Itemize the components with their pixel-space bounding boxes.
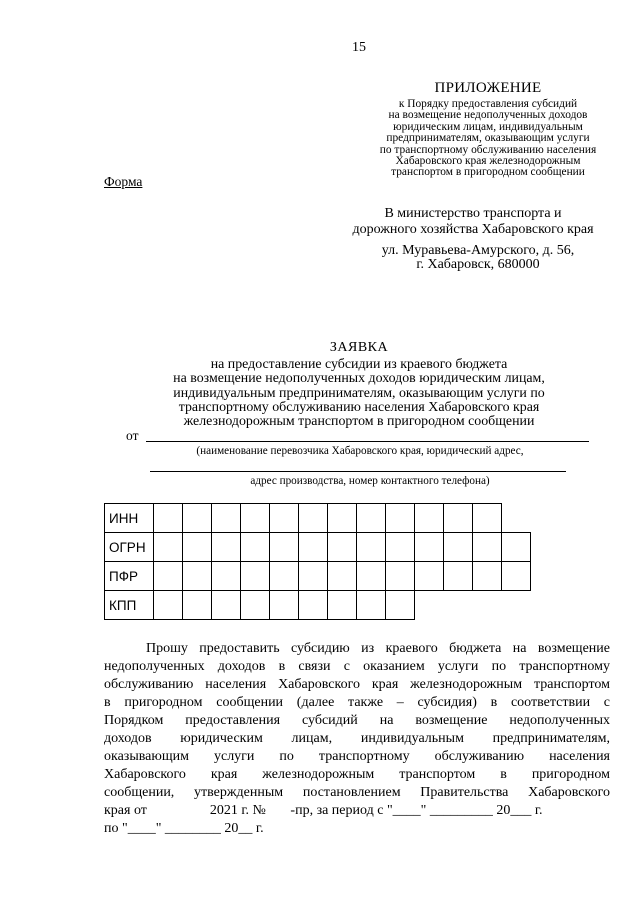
subtitle-line: на возмещение недополученных доходов юридическим лицам, [173,371,545,387]
inn-cells[interactable] [154,504,502,533]
code-cell[interactable] [299,591,328,620]
carrier-address-field[interactable] [150,471,566,472]
code-cell[interactable] [212,562,241,591]
address-line: г. Хабаровск, 680000 [416,257,540,272]
application-title: ЗАЯВКА [329,340,389,355]
code-cell[interactable] [415,504,444,533]
subtitle-line: транспортному обслуживанию населения Хабаровского края [178,399,540,415]
kpp-row [104,590,415,620]
subtitle-line: железнодорожным транспортом в пригородном сообщении [183,414,535,430]
code-cell[interactable] [386,533,415,562]
body-line: оказывающим услуги по транспортному обслуживанию населения [104,749,610,764]
body-line-date: края от 2021 г. № -пр, за период с "____" _________ 20___ г. [104,803,543,818]
ogrn-cells[interactable] [154,533,531,562]
code-cell[interactable] [154,504,183,533]
address-block [340,244,616,272]
code-cell[interactable] [328,562,357,591]
body-line: недополученных доходов в связи с оказанием услуги по транспортному [104,659,610,674]
subtitle-line: на предоставление субсидии из краевого бюджета [210,357,508,372]
appendix-line: транспортом в пригородном сообщении [391,166,585,179]
code-cell[interactable] [241,504,270,533]
code-cell[interactable] [270,591,299,620]
code-cell[interactable] [415,562,444,591]
address-line: ул. Муравьева-Амурского, д. 56, [381,243,575,258]
code-cell[interactable] [357,533,386,562]
carrier-name-field[interactable] [146,441,589,442]
code-cell[interactable] [444,504,473,533]
inn-label: ИНН [105,504,154,533]
addressee-line: В министерство транспорта и [384,206,562,221]
body-line: Прошу предоставить субсидию из краевого бюджета на возмещение [146,641,610,656]
code-cell[interactable] [270,504,299,533]
code-cell[interactable] [357,562,386,591]
code-cell[interactable] [299,533,328,562]
codes-table [104,503,534,621]
code-cell[interactable] [154,533,183,562]
form-label: Форма [104,174,143,189]
code-cell[interactable] [415,533,444,562]
code-cell[interactable] [473,504,502,533]
page-number: 15 [352,40,366,55]
code-cell[interactable] [299,562,328,591]
code-cell[interactable] [444,562,473,591]
code-cell[interactable] [241,533,270,562]
code-cell[interactable] [357,591,386,620]
code-cell[interactable] [386,562,415,591]
pfr-label: ПФР [105,562,154,591]
code-cell[interactable] [328,504,357,533]
code-cell[interactable] [473,533,502,562]
code-cell[interactable] [183,591,212,620]
code-cell[interactable] [183,533,212,562]
code-cell[interactable] [212,591,241,620]
addressee-block [330,206,616,237]
body-line: доходов юридическим лицам, индивидуальным предпринимателям, [104,731,610,746]
code-cell[interactable] [328,591,357,620]
code-cell[interactable] [241,591,270,620]
code-cell[interactable] [212,533,241,562]
body-line: Порядком предоставления субсидий на возмещение недополученных [104,713,610,728]
appendix-line: к Порядку предоставления субсидий [398,98,578,110]
inn-row [104,503,502,533]
request-text [104,640,610,838]
appendix-text [340,99,636,179]
code-cell[interactable] [357,504,386,533]
carrier-address-hint: адрес производства, номер контактного телефона) [250,475,490,487]
code-cell[interactable] [270,533,299,562]
application-subtitle [130,358,588,429]
code-cell[interactable] [270,562,299,591]
code-cell[interactable] [444,533,473,562]
code-cell[interactable] [386,504,415,533]
body-line-period: по "____" ________ 20__ г. [104,821,264,836]
ogrn-row [104,532,531,562]
appendix-line: по транспортному обслуживанию населения [379,143,597,156]
code-cell[interactable] [183,562,212,591]
kpp-cells[interactable] [154,591,415,620]
code-cell[interactable] [154,562,183,591]
body-line: обслуживанию населения Хабаровского края железнодорожным транспортом [104,677,610,692]
from-label: от [126,428,139,443]
code-cell[interactable] [212,504,241,533]
code-cell[interactable] [241,562,270,591]
appendix-line: юридическим лицам, индивидуальным [393,120,583,133]
code-cell[interactable] [502,562,531,591]
appendix-title: ПРИЛОЖЕНИЕ [434,80,542,96]
addressee-line: дорожного хозяйства Хабаровского края [352,221,594,237]
body-line: в пригородном сообщении (далее также – субсидия) в соответствии с [104,695,610,710]
code-cell[interactable] [299,504,328,533]
ogrn-label: ОГРН [105,533,154,562]
code-cell[interactable] [473,562,502,591]
code-cell[interactable] [154,591,183,620]
code-cell[interactable] [386,591,415,620]
code-cell[interactable] [328,533,357,562]
appendix-line: на возмещение недополученных доходов [388,109,588,122]
body-line: сообщении, утвержденным постановлением Правительства Хабаровского [104,785,610,800]
kpp-label: КПП [105,591,154,620]
code-cell[interactable] [183,504,212,533]
appendix-block [340,80,636,179]
appendix-line: предпринимателям, оказывающим услуги [386,132,590,145]
appendix-line: Хабаровского края железнодорожным [395,155,581,168]
code-cell[interactable] [502,533,531,562]
body-line: Хабаровского края железнодорожным транспортом в пригородном [104,767,610,782]
pfr-row [104,561,531,591]
pfr-cells[interactable] [154,562,531,591]
subtitle-line: индивидуальным предпринимателям, оказывающим услуги по [173,385,545,401]
carrier-name-hint: (наименование перевозчика Хабаровского края, юридический адрес, [196,445,524,457]
